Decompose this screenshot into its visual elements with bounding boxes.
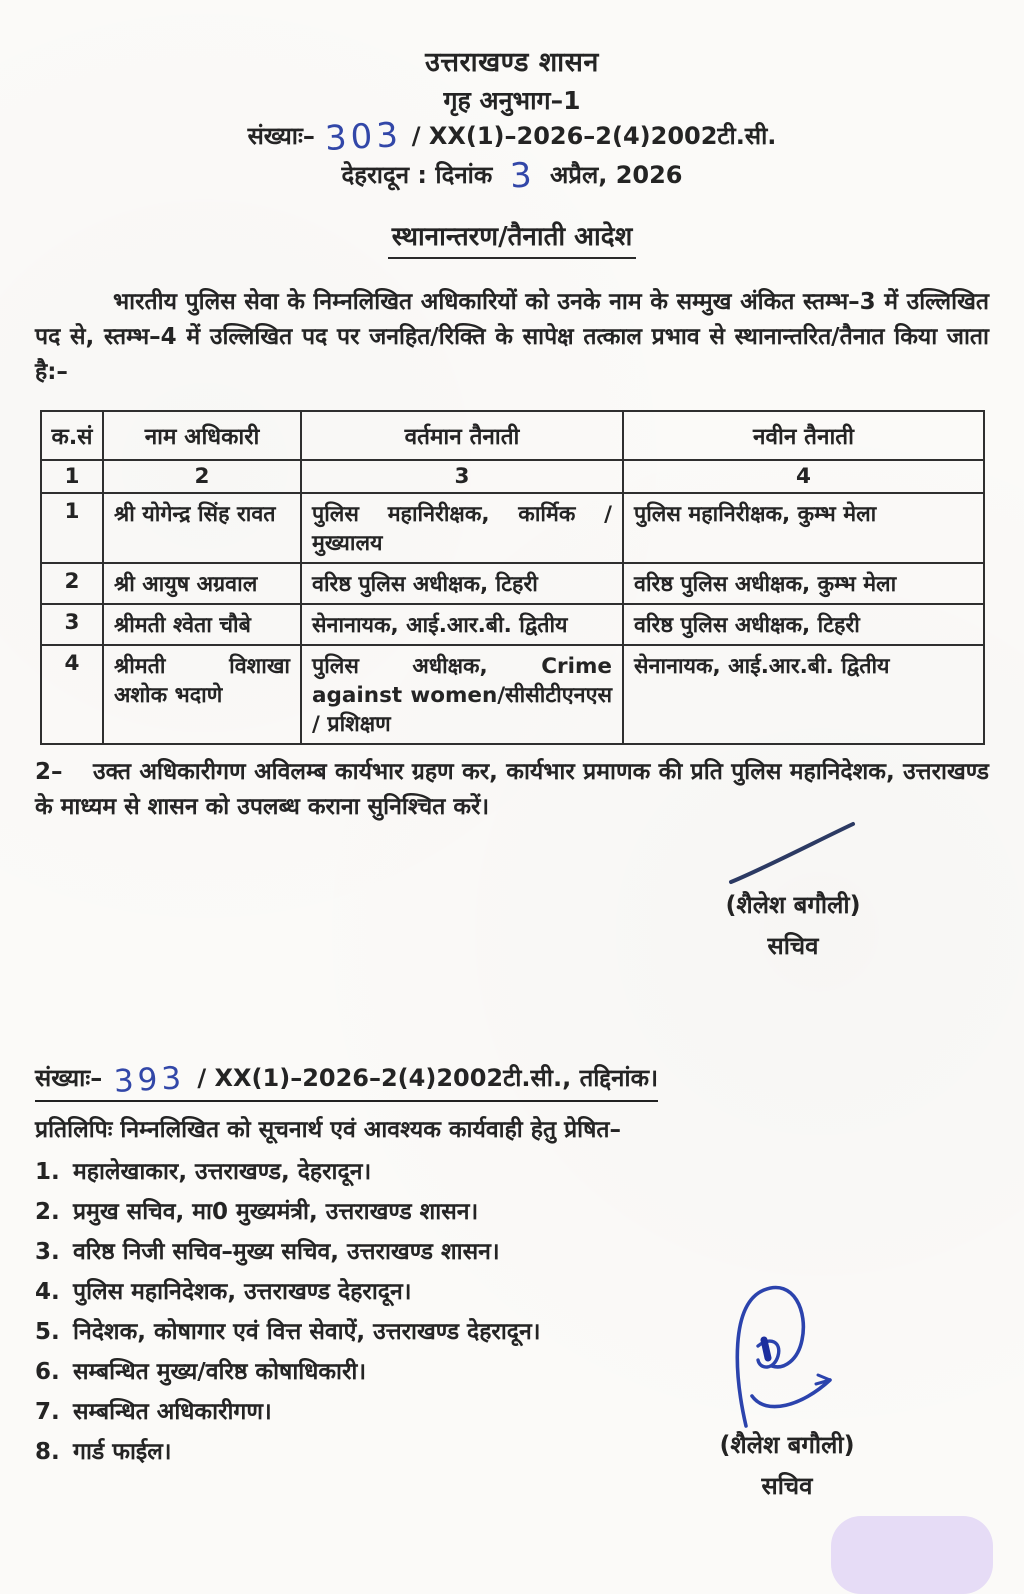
signatory-title-1: सचिव bbox=[767, 932, 819, 960]
list-item bbox=[35, 1192, 989, 1232]
copy-num: 3. bbox=[35, 1239, 60, 1265]
transfer-table bbox=[40, 410, 985, 745]
row4-sno: 4 bbox=[41, 645, 103, 744]
row3-current: सेनानायक, आई.आर.बी. द्वितीय bbox=[301, 604, 623, 645]
signature-block-1 bbox=[678, 818, 908, 962]
row2-current: वरिष्ठ पुलिस अधीक्षक, टिहरी bbox=[301, 563, 623, 604]
signature-block-2 bbox=[672, 1278, 902, 1502]
document-title: स्थानान्तरण/तैनाती आदेश bbox=[388, 217, 637, 259]
copy-num: 4. bbox=[35, 1279, 60, 1305]
row3-sno: 3 bbox=[41, 604, 103, 645]
row1-current: पुलिस महानिरीक्षक, कार्मिक / मुख्यालय bbox=[301, 493, 623, 563]
header-officer-name: नाम अधिकारी bbox=[103, 411, 301, 460]
copy-text: गार्ड फाईल। bbox=[73, 1439, 172, 1465]
copy-num: 8. bbox=[35, 1439, 60, 1465]
copy-num: 7. bbox=[35, 1399, 60, 1425]
department-section: गृह अनुभाग–1 bbox=[443, 86, 581, 115]
ref1-prefix: संख्याः– bbox=[247, 122, 315, 150]
copy-text: सम्बन्धित मुख्य/वरिष्ठ कोषाधिकारी। bbox=[73, 1359, 367, 1385]
row4-name: श्रीमती विशाखा अशोक भदाणे bbox=[103, 645, 301, 744]
reference-number-line-2 bbox=[35, 1061, 658, 1102]
signatory-name-2: (शैलेश बगौली) bbox=[719, 1431, 855, 1459]
row2-new: वरिष्ठ पुलिस अधीक्षक, कुम्भ मेला bbox=[623, 563, 984, 604]
copy-text: सम्बन्धित अधिकारीगण। bbox=[73, 1399, 272, 1425]
table-row bbox=[41, 563, 984, 604]
row2-name: श्री आयुष अग्रवाल bbox=[103, 563, 301, 604]
closing-paragraph bbox=[35, 755, 989, 825]
signature-stroke-1 bbox=[723, 818, 863, 888]
table-header-row bbox=[41, 411, 984, 460]
copy-heading: प्रतिलिपिः निम्नलिखित को सूचनार्थ एवं आवश्यक कार्यवाही हेतु प्रेषित– bbox=[35, 1117, 622, 1143]
ref1-handwritten-number: 303 bbox=[323, 115, 403, 159]
ref1-suffix: / XX(1)–2026–2(4)2002टी.सी. bbox=[411, 122, 777, 150]
row2-sno: 2 bbox=[41, 563, 103, 604]
row3-name: श्रीमती श्वेता चौबे bbox=[103, 604, 301, 645]
copy-num: 2. bbox=[35, 1199, 60, 1225]
copy-num: 1. bbox=[35, 1159, 60, 1185]
para2-text: उक्त अधिकारीगण अविलम्ब कार्यभार ग्रहण कर, कार्यभार प्रमाणक की प्रति पुलिस महानिदेशक, उत्तराखण्ड के माध्यम से शासन को उपलब्ध कराना सुनिश्चित करें। bbox=[35, 759, 989, 820]
handwritten-day: 3 bbox=[509, 155, 533, 197]
para2-number: 2– bbox=[35, 759, 63, 785]
floating-overlay-chip[interactable] bbox=[831, 1516, 993, 1594]
row4-current: पुलिस अधीक्षक, Crime against women/सीसीटीएनएस / प्रशिक्षण bbox=[301, 645, 623, 744]
table-row bbox=[41, 493, 984, 563]
signatory-name-1: (शैलेश बगौली) bbox=[725, 891, 861, 919]
column-number-row bbox=[41, 460, 984, 493]
copy-text: महालेखाकार, उत्तराखण्ड, देहरादून। bbox=[73, 1159, 372, 1185]
row4-new: सेनानायक, आई.आर.बी. द्वितीय bbox=[623, 645, 984, 744]
list-item bbox=[35, 1232, 989, 1272]
date-prefix: देहरादून : दिनांक bbox=[341, 161, 493, 189]
copy-text: वरिष्ठ निजी सचिव–मुख्य सचिव, उत्तराखण्ड शासन। bbox=[73, 1239, 500, 1265]
row1-sno: 1 bbox=[41, 493, 103, 563]
copy-num: 6. bbox=[35, 1359, 60, 1385]
table-row bbox=[41, 604, 984, 645]
date-rest: अप्रैल, 2026 bbox=[549, 161, 683, 189]
reference-number-line bbox=[35, 115, 989, 159]
copy-text: प्रमुख सचिव, मा0 मुख्यमंत्री, उत्तराखण्ड शासन। bbox=[73, 1199, 479, 1225]
signature-stroke-2 bbox=[702, 1278, 872, 1428]
place-date-line bbox=[35, 155, 989, 197]
row1-new: पुलिस महानिरीक्षक, कुम्भ मेला bbox=[623, 493, 984, 563]
ref2-suffix: / XX(1)–2026–2(4)2002टी.सी., तद्दिनांक। bbox=[197, 1064, 659, 1092]
government-name: उत्तराखण्ड शासन bbox=[425, 47, 599, 78]
colnum-4: 4 bbox=[623, 460, 984, 493]
colnum-2: 2 bbox=[103, 460, 301, 493]
colnum-1: 1 bbox=[41, 460, 103, 493]
copy-num: 5. bbox=[35, 1319, 60, 1345]
colnum-3: 3 bbox=[301, 460, 623, 493]
ref2-handwritten-number: 393 bbox=[113, 1060, 187, 1100]
signatory-title-2: सचिव bbox=[761, 1472, 813, 1500]
opening-paragraph: भारतीय पुलिस सेवा के निम्नलिखित अधिकारियों को उनके नाम के सम्मुख अंकित स्तम्भ–3 में उल्लिखित पद से, स्तम्भ–4 में उल्लिखित पद पर जनहित/रिक्ति के सापेक्ष तत्काल प्रभाव से स्थानान्तरित/तैनात किया जाता है:– bbox=[35, 289, 989, 385]
header-new-posting: नवीन तैनाती bbox=[623, 411, 984, 460]
table-row bbox=[41, 645, 984, 744]
copy-text: पुलिस महानिदेशक, उत्तराखण्ड देहरादून। bbox=[73, 1279, 412, 1305]
row1-name: श्री योगेन्द्र सिंह रावत bbox=[103, 493, 301, 563]
header-serial: क.सं bbox=[41, 411, 103, 460]
row3-new: वरिष्ठ पुलिस अधीक्षक, टिहरी bbox=[623, 604, 984, 645]
ref2-prefix: संख्याः– bbox=[35, 1064, 103, 1092]
list-item bbox=[35, 1152, 989, 1192]
header-current-posting: वर्तमान तैनाती bbox=[301, 411, 623, 460]
copy-text: निदेशक, कोषागार एवं वित्त सेवाऐं, उत्तराखण्ड देहरादून। bbox=[73, 1319, 541, 1345]
